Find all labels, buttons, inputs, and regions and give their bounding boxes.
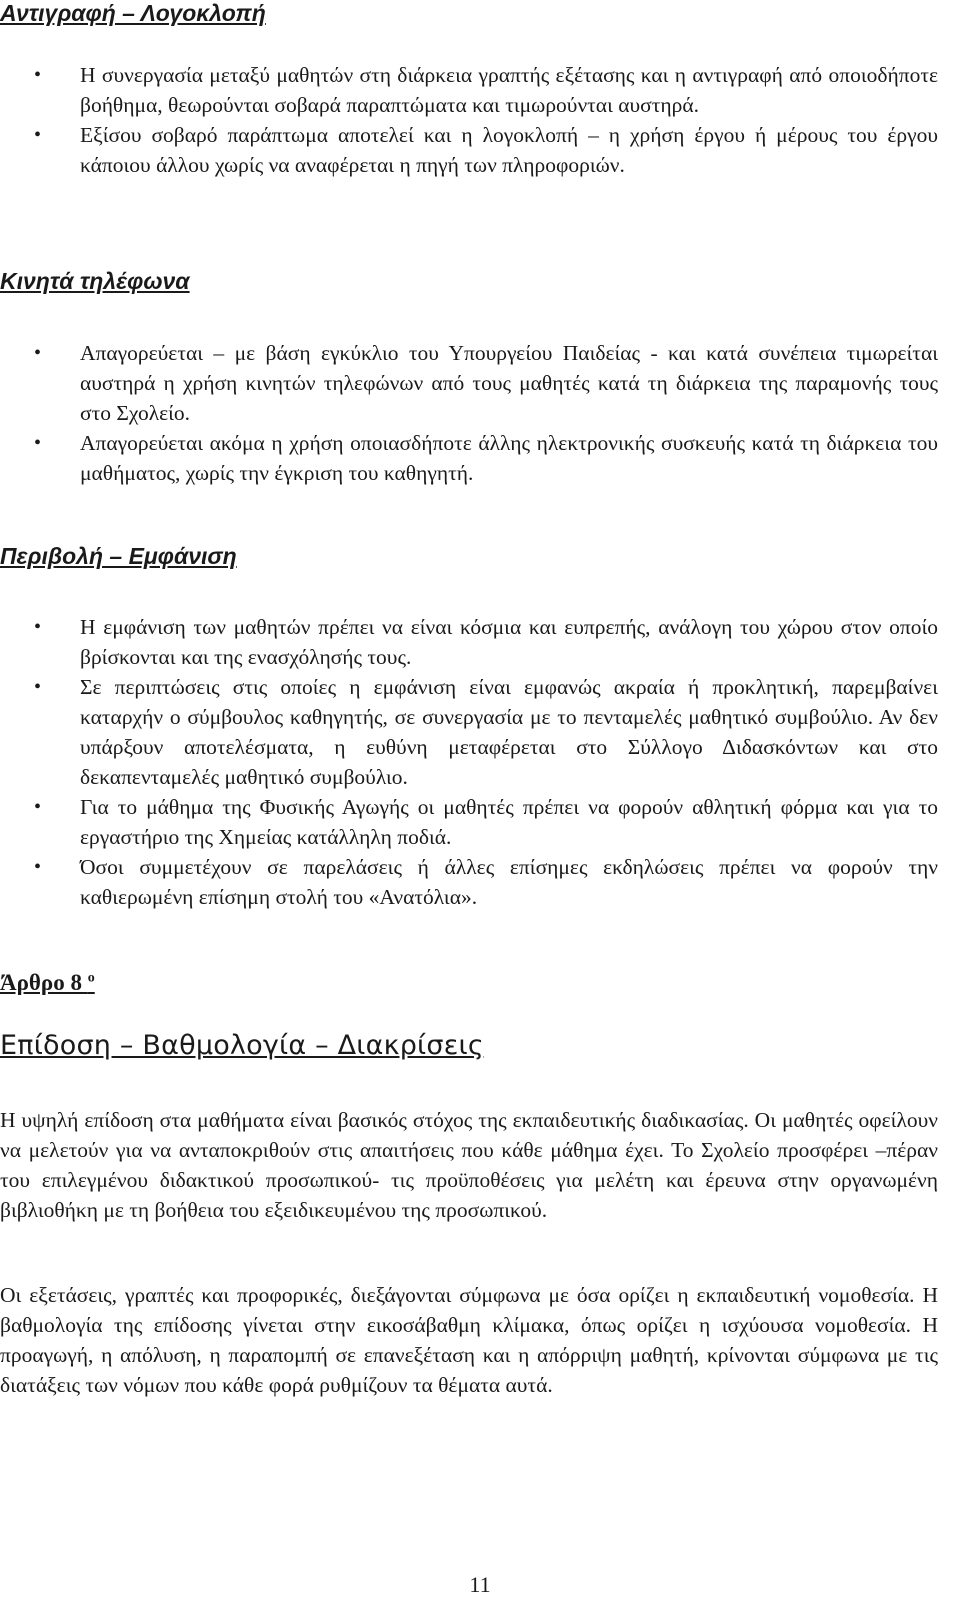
article-title: Επίδοση – Βαθμολογία – Διακρίσεις [0, 1030, 484, 1061]
list-item: • Σε περιπτώσεις στις οποίες η εμφάνιση είναι εμφανώς ακραία ή προκλητική, παρεμβαίνει καταρχήν ο σύμβουλος καθηγητής, σε συνεργασία με το πενταμελές μαθητικό συμβούλιο. Αν δεν υπάρξουν αποτελέσματα, η ευθύνη μεταφέρεται στο Σύλλογο Διδασκόντων και στο δεκαπενταμελές μαθητικό συμβούλιο. [0, 672, 938, 792]
page-number: 11 [469, 1572, 491, 1597]
article-label [0, 970, 95, 996]
list-item: • Εξίσου σοβαρό παράπτωμα αποτελεί και η λογοκλοπή – η χρήση έργου ή μέρους του έργου κάποιου άλλου χωρίς να αναφέρεται η πηγή των πληροφοριών. [0, 120, 938, 180]
article-label-text: Άρθρο 8 [0, 970, 82, 995]
article-paragraph: Οι εξετάσεις, γραπτές και προφορικές, διεξάγονται σύμφωνα με όσα ορίζει η εκπαιδευτική νομοθεσία. Η βαθμολογία της επίδοσης γίνεται στην εικοσάβαθμη κλίμακα, όπως ορίζει η ισχύουσα νομοθεσία. Η προαγωγή, η απόλυση, η παραπομπή σε επανεξέταση και η απόρριψη μαθητή, κρίνονται σύμφωνα με τις διατάξεις των νόμων που κάθε φορά ρυθμίζουν τα θέματα αυτά. [0, 1283, 938, 1397]
heading-appearance: Περιβολή – Εμφάνιση [0, 543, 237, 569]
list-item: • Απαγορεύεται – με βάση εγκύκλιο του Υπουργείου Παιδείας - και κατά συνέπεια τιμωρείται αυστηρά η χρήση κινητών τηλεφώνων από τους μαθητές κατά τη διάρκεια της παραμονής τους στο Σχολείο. [0, 338, 938, 428]
list-item: • Όσοι συμμετέχουν σε παρελάσεις ή άλλες επίσημες εκδηλώσεις πρέπει να φορούν την καθιερωμένη επίσημη στολή του «Ανατόλια». [0, 852, 938, 912]
list-item: • Η συνεργασία μεταξύ μαθητών στη διάρκεια γραπτής εξέτασης και η αντιγραφή από οποιοδήποτε βοήθημα, θεωρούνται σοβαρά παραπτώματα και τιμωρούνται αυστηρά. [0, 60, 938, 120]
appearance-list [0, 612, 938, 912]
list-item: • Απαγορεύεται ακόμα η χρήση οποιασδήποτε άλλης ηλεκτρονικής συσκευής κατά τη διάρκεια του μαθήματος, χωρίς την έγκριση του καθηγητή. [0, 428, 938, 488]
list-item: • Για το μάθημα της Φυσικής Αγωγής οι μαθητές πρέπει να φορούν αθλητική φόρμα και για το εργαστήριο της Χημείας κατάλληλη ποδιά. [0, 792, 938, 852]
phones-list [0, 338, 938, 488]
heading-mobile-phones: Κινητά τηλέφωνα [0, 268, 190, 294]
article-superscript: ο [87, 970, 95, 986]
article-paragraph: Η υψηλή επίδοση στα μαθήματα είναι βασικός στόχος της εκπαιδευτικής διαδικασίας. Οι μαθητές οφείλουν να μελετούν για να ανταποκριθούν στις απαιτήσεις που κάθε μάθημα έχει. Το Σχολείο προσφέρει –πέραν του επιλεγμένου διδακτικού προσωπικού- τις προϋποθέσεις για μελέτη και έρευνα στην οργανωμένη βιβλιοθήκη με τη βοήθεια του εξειδικευμένου της προσωπικού. [0, 1108, 938, 1222]
plagiarism-list [0, 60, 938, 180]
list-item: • Η εμφάνιση των μαθητών πρέπει να είναι κόσμια και ευπρεπής, ανάλογη του χώρου στον οποίο βρίσκονται και της ενασχόλησής τους. [0, 612, 938, 672]
heading-plagiarism: Αντιγραφή – Λογοκλοπή [0, 0, 266, 26]
